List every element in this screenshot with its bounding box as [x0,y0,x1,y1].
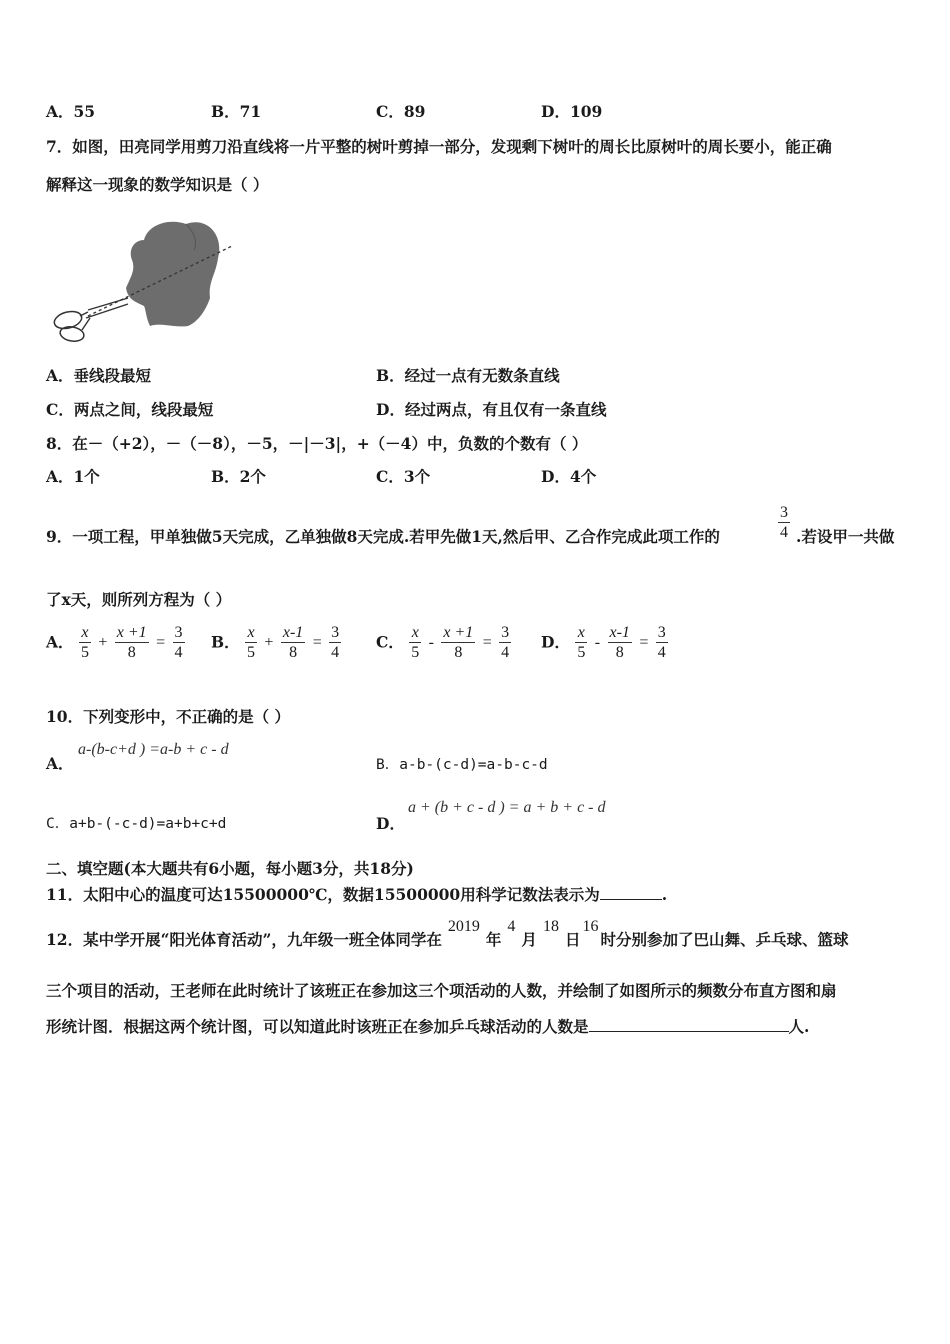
q12-day: 18 [542,918,559,935]
frac-num: x-1 [609,624,630,641]
q12-line3-text: 形统计图．根据这两个统计图，可以知道此时该班正在参加乒乓球活动的人数是 [46,1017,589,1036]
q9-option-label: B． [211,632,240,652]
q10-option-d-label: D． [376,814,405,833]
q9-frac-den: 4 [780,524,788,541]
q9-stem-line1: 9．一项工程，甲单独做5天完成，乙单独做8天完成.若甲先做1天,然后甲、乙合作完成此项工作的 [46,527,720,546]
q8-option-c: C．3个 [376,467,431,486]
frac-den: 5 [247,644,256,661]
q9-stem-line2: 了x天，则所列方程为（ ） [46,590,232,609]
frac-den: 4 [174,644,183,661]
q8-option-b: B．2个 [211,467,266,486]
frac-num: x [575,623,587,643]
q7-option-d: D．经过两点，有且仅有一条直线 [376,400,607,419]
q12-answer-blank[interactable] [589,1017,789,1032]
frac-den: 8 [127,644,136,661]
q11-text: 11．太阳中心的温度可达15500000℃，数据15500000用科学记数法表示为 [46,885,600,904]
q7-option-c: C．两点之间，线段最短 [46,400,214,419]
q11-answer-blank[interactable] [600,885,662,900]
q12-year-char: 年 [485,930,502,949]
q10-option-a-label: A． [46,754,74,773]
q9-option-d [541,623,668,662]
frac-num: x [409,623,421,643]
q6-option-b: B．71 [211,102,262,121]
q9-option-label: A． [46,632,74,652]
q8-option-d: D．4个 [541,467,597,486]
frac-num: x [79,623,91,643]
q11-stem [46,885,667,905]
frac-den: 4 [657,644,666,661]
q9-option-label: C． [376,632,404,652]
q10-option-b [376,754,548,775]
frac-den: 8 [289,644,298,661]
frac-den: 4 [331,644,340,661]
frac-den: 4 [501,644,510,661]
q9-option-label: D． [541,632,570,652]
q7-stem-line1: 7．如图，田亮同学用剪刀沿直线将一片平整的树叶剪掉一部分，发现剩下树叶的周长比原树叶的周长要小，能正确 [46,137,832,156]
equals: = [639,633,649,651]
q12-part1: 12．某中学开展“阳光体育活动”，九年级一班全体同学在 [46,930,442,949]
q10-option-c-text: C．a+b-(-c-d)=a+b+c+d [46,816,227,832]
q12-day-char: 日 [564,930,581,949]
q12-hour: 16 [582,918,599,935]
q11-tail: . [661,885,668,904]
q6-option-d: D．109 [541,102,603,121]
operator: - [594,633,601,651]
q12-year: 2019 [447,918,480,935]
q9-option-a [46,623,185,662]
frac-num: 3 [331,624,340,641]
q8-stem: 8．在－（+2），－（－8），－5，－|－3|，+（－4）中，负数的个数有（ ） [46,434,588,453]
operator: + [264,633,274,651]
frac-den: 5 [577,644,586,661]
q6-option-c: C．89 [376,102,426,121]
q10-option-c [46,813,226,834]
frac-num: x-1 [282,624,304,641]
q9-frac-num: 3 [780,504,788,521]
leaf-scissors-illustration [48,210,234,348]
q9-option-c [376,623,511,662]
equals: = [482,633,492,651]
q12-month: 4 [507,918,516,935]
frac-num: 3 [501,624,510,641]
frac-num: x +1 [443,624,474,641]
q7-stem-line2: 解释这一现象的数学知识是（ ） [46,175,269,194]
q12-tail: 人. [788,1017,810,1036]
frac-den: 8 [615,644,624,661]
frac-num: x [245,623,257,643]
section-heading-fill-in: 二、填空题(本大题共有6小题，每小题3分，共18分) [46,859,414,878]
q12-stem-line2: 三个项目的活动，王老师在此时统计了该班正在参加这三个项活动的人数，并绘制了如图所示的频数分布直方图和扇 [46,981,837,1000]
q6-option-a: A．55 [46,102,96,121]
q9-stem-line1-tail: .若设甲一共做 [796,527,895,546]
frac-den: 5 [411,644,420,661]
frac-den: 5 [80,644,89,661]
q10-option-a-expr: a-(b-c+d ) =a-b + c - d [78,741,229,758]
q7-option-b: B．经过一点有无数条直线 [376,366,560,385]
operator: - [428,633,434,651]
q12-month-char: 月 [521,930,537,949]
q12-stem-line1 [46,918,849,951]
q12-stem-line3 [46,1017,809,1037]
q8-option-a: A．1个 [46,467,100,486]
equals: = [312,633,322,651]
operator: + [98,633,108,651]
frac-num: 3 [174,624,183,641]
equals: = [156,633,166,651]
q10-stem: 10．下列变形中，不正确的是（ ） [46,707,290,726]
q7-option-a: A．垂线段最短 [46,366,152,385]
frac-den: 8 [454,644,463,661]
frac-num: x +1 [116,624,147,641]
q9-fraction-three-quarters [778,503,790,542]
q10-option-d-expr: a + (b + c - d ) = a + b + c - d [408,799,606,816]
q12-part2: 时分别参加了巴山舞、乒乓球、篮球 [600,930,849,949]
frac-num: 3 [657,624,666,641]
q9-option-b [211,623,341,662]
q10-option-b-text: B．a-b-(c-d)=a-b-c-d [376,757,548,773]
